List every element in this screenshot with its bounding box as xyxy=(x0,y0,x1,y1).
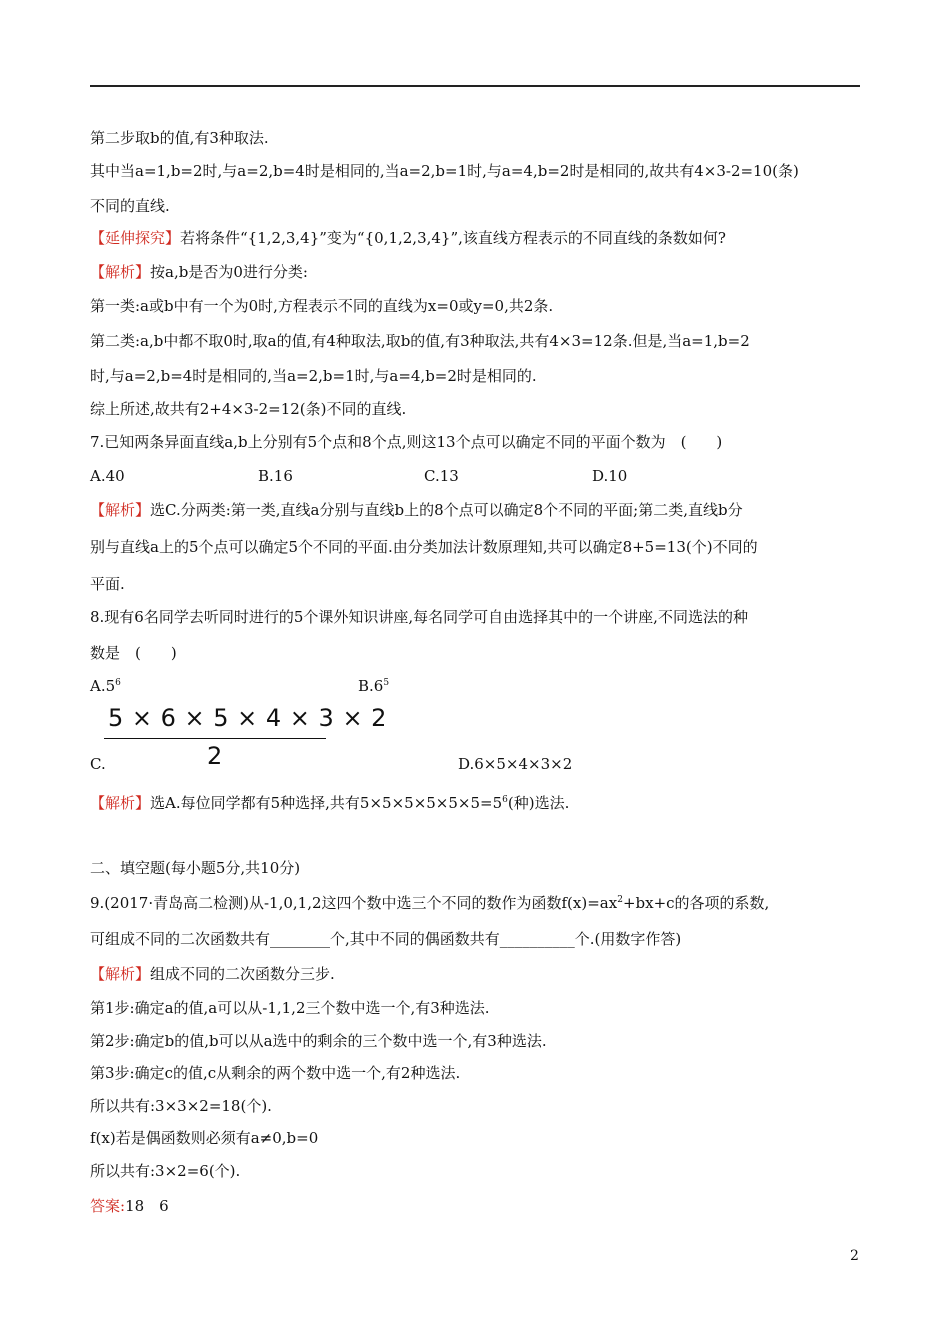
text-line: 第一类:a或b中有一个为0时,方程表示不同的直线为x=0或y=0,共2条. xyxy=(90,297,554,315)
q7-solution: 【解析】选C.分两类:第一类,直线a分别与直线b上的8个点可以确定8个不同的平面;第二类,直线b分 xyxy=(90,501,743,519)
q8-option-c: C. xyxy=(90,755,106,773)
q7-option-c: C.13 xyxy=(424,467,459,485)
fraction-bar xyxy=(104,738,326,739)
q8-fraction-denominator: 2 xyxy=(207,742,223,770)
header-rule xyxy=(90,85,860,87)
text-line: 时,与a=2,b=4时是相同的,当a=2,b=1时,与a=4,b=2时是相同的. xyxy=(90,367,537,385)
text-line: 第二类:a,b中都不取0时,取a的值,有4种取法,取b的值,有3种取法,共有4×3=12条.但是,当a=1,b=2 xyxy=(90,332,750,350)
solution-tag: 【解析】 xyxy=(90,501,151,519)
text-line: 所以共有:3×3×2=18(个). xyxy=(90,1097,272,1115)
question-8: 8.现有6名同学去听同时进行的5个课外知识讲座,每名同学可自由选择其中的一个讲座,不同选法的种 xyxy=(90,608,748,626)
solution-line: 【解析】按a,b是否为0进行分类: xyxy=(90,263,308,281)
section-heading: 二、填空题(每小题5分,共10分) xyxy=(90,859,301,877)
text-line: 可组成不同的二次函数共有________个,其中不同的偶函数共有__________个.(用数字作答) xyxy=(90,930,682,948)
answer-value: 18 6 xyxy=(125,1197,169,1215)
text-line: 第1步:确定a的值,a可以从-1,1,2三个数中选一个,有3种选法. xyxy=(90,999,490,1017)
q7-option-d: D.10 xyxy=(592,467,628,485)
text-line: 综上所述,故共有2+4×3-2=12(条)不同的直线. xyxy=(90,400,407,418)
text-line: 不同的直线. xyxy=(90,197,170,215)
answer-line xyxy=(90,1196,169,1216)
solution-tag: 【解析】 xyxy=(90,263,151,281)
question-7: 7.已知两条异面直线a,b上分别有5个点和8个点,则这13个点可以确定不同的平面个数为 ( ) xyxy=(90,433,723,451)
answer-label: 答案: xyxy=(90,1197,126,1215)
q8-solution: 【解析】选A.每位同学都有5种选择,共有$5\times 5\times 5\times 5\times 5\times 5=5^6$(种)选法. xyxy=(90,794,570,812)
text-line: f(x)若是偶函数则必须有a≠0,b=0 xyxy=(90,1129,319,1147)
text-line: 数是 ( ) xyxy=(90,644,177,662)
page-number: 2 xyxy=(850,1248,859,1264)
text-line: 所以共有:3×2=6(个). xyxy=(90,1162,241,1180)
text-line: 第2步:确定b的值,b可以从a选中的剩余的三个数中选一个,有3种选法. xyxy=(90,1032,547,1050)
q8-fraction-numerator: 5 × 6 × 5 × 4 × 3 × 2 xyxy=(108,704,387,732)
q9-solution: 【解析】组成不同的二次函数分三步. xyxy=(90,965,335,983)
q8-option-d: D.6×5×4×3×2 xyxy=(458,755,573,773)
text-line: 别与直线a上的5个点可以确定5个不同的平面.由分类加法计数原理知,共可以确定8+5=13(个)不同的 xyxy=(90,538,758,556)
q7-option-a: A.40 xyxy=(90,467,125,485)
solution-tag: 【解析】 xyxy=(90,965,151,983)
text-line: 第3步:确定c的值,c从剩余的两个数中选一个,有2种选法. xyxy=(90,1064,461,1082)
extension-text: 若将条件“{1,2,3,4}”变为“{0,1,2,3,4}”,该直线方程表示的不同直线的条数如何? xyxy=(180,229,726,247)
question-9: 9.(2017·青岛高二检测)从-1,0,1,2这四个数中选三个不同的数作为函数$f(x)=ax^2+bx+c$的各项的系数, xyxy=(90,894,770,912)
text-line: 第二步取b的值,有3种取法. xyxy=(90,129,269,147)
q8-option-b: $B.6^5$ xyxy=(358,677,390,695)
extension-tag: 【延伸探究】 xyxy=(90,229,181,247)
q7-option-b: B.16 xyxy=(258,467,293,485)
solution-tag: 【解析】 xyxy=(90,794,151,812)
text-line: 平面. xyxy=(90,575,125,593)
text-line: 其中当a=1,b=2时,与a=2,b=4时是相同的,当a=2,b=1时,与a=4,b=2时是相同的,故共有4×3-2=10(条) xyxy=(90,162,799,180)
extension-question xyxy=(90,228,726,248)
q8-option-a: $A.5^6$ xyxy=(90,677,121,695)
